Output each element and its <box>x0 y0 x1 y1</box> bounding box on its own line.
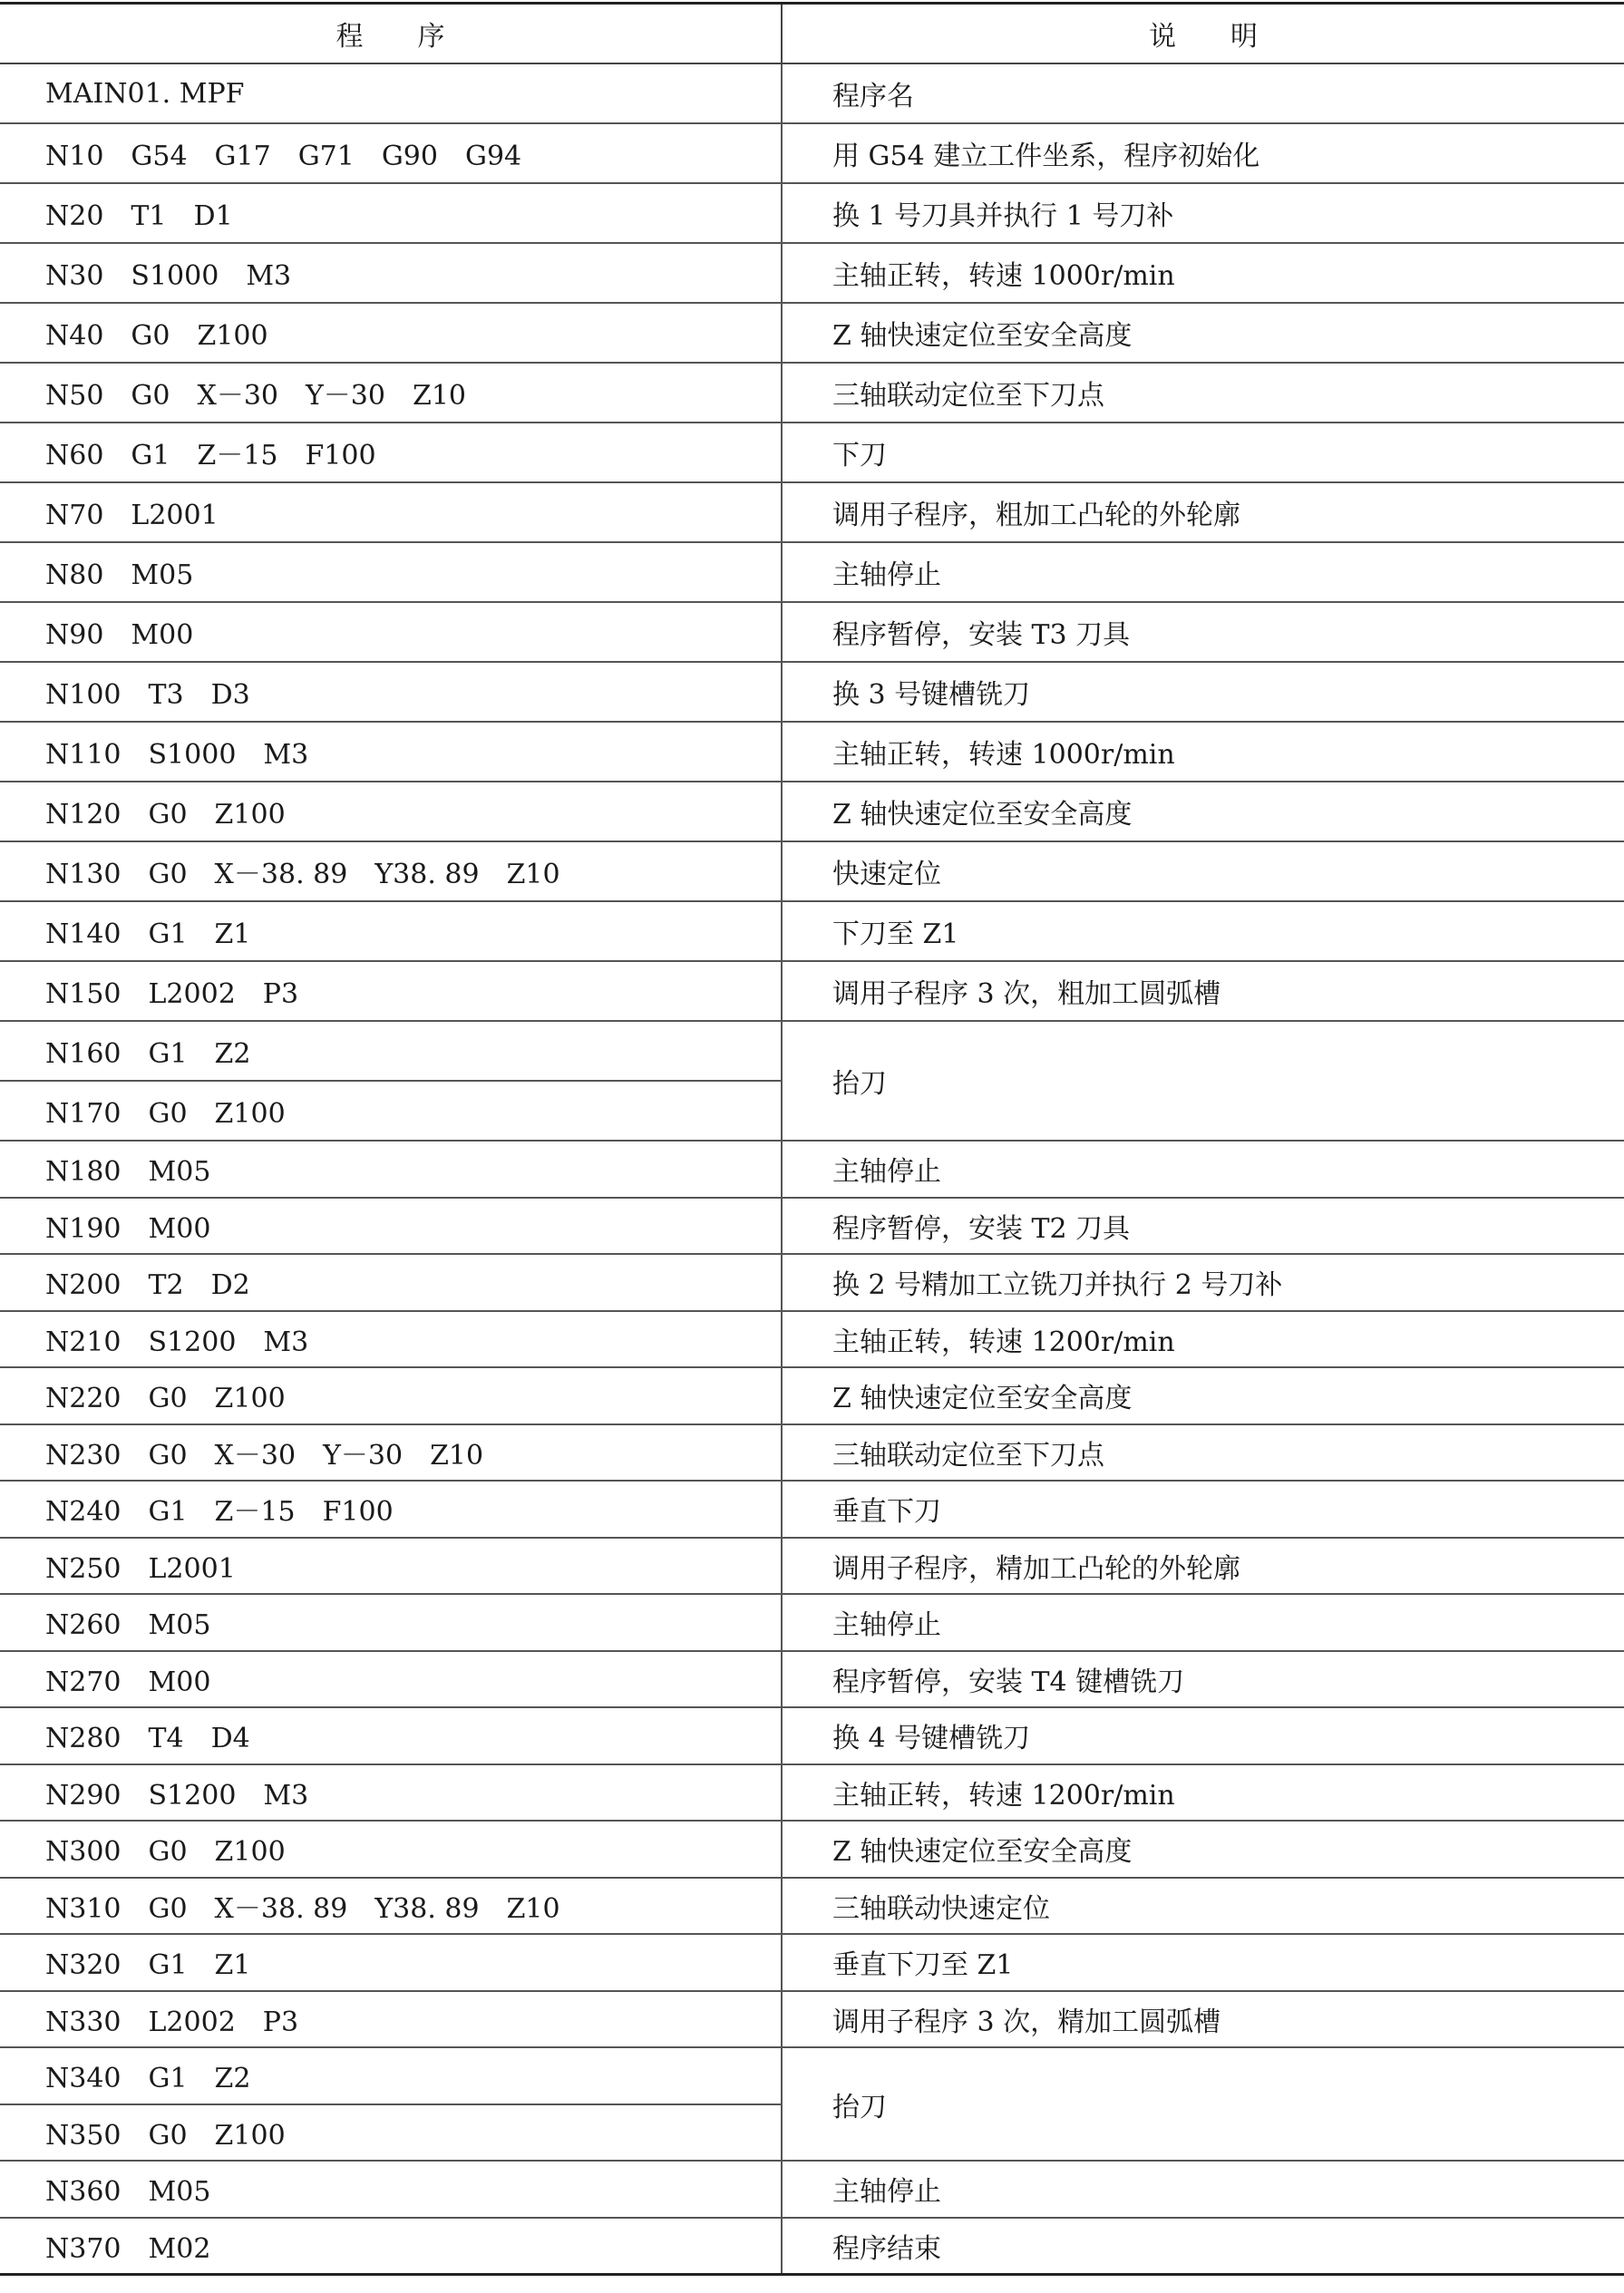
description-cell: Z 轴快速定位至安全高度 <box>782 782 1624 841</box>
description-cell: 主轴停止 <box>782 1594 1624 1651</box>
header-program: 程 序 <box>0 4 782 64</box>
description-cell: 程序结束 <box>782 2218 1624 2275</box>
description-cell: 换 1 号刀具并执行 1 号刀补 <box>782 183 1624 243</box>
table-row <box>0 1821 1624 1878</box>
program-code-cell: N40 G0 Z100 <box>0 303 782 363</box>
program-code-cell: N250 L2001 <box>0 1538 782 1595</box>
table-row <box>0 1311 1624 1368</box>
table-row <box>0 961 1624 1021</box>
table-row <box>0 1707 1624 1764</box>
table-row <box>0 841 1624 901</box>
description-cell: Z 轴快速定位至安全高度 <box>782 303 1624 363</box>
table-row <box>0 1878 1624 1935</box>
table-row <box>0 183 1624 243</box>
description-cell: Z 轴快速定位至安全高度 <box>782 1821 1624 1878</box>
table-row <box>0 1424 1624 1482</box>
table-body <box>0 63 1624 2275</box>
description-cell: 换 4 号键槽铣刀 <box>782 1707 1624 1764</box>
description-cell: 三轴联动快速定位 <box>782 1878 1624 1935</box>
program-table <box>0 2 1624 2276</box>
table-row <box>0 782 1624 841</box>
description-cell: 主轴停止 <box>782 1141 1624 1198</box>
description-cell: 程序名 <box>782 63 1624 123</box>
program-code-cell: N290 S1200 M3 <box>0 1764 782 1822</box>
program-code-cell: N210 S1200 M3 <box>0 1311 782 1368</box>
program-code-cell: N160 G1 Z2 <box>0 1021 782 1081</box>
header-description: 说 明 <box>782 4 1624 64</box>
program-code-cell: N100 T3 D3 <box>0 662 782 722</box>
description-cell: 垂直下刀至 Z1 <box>782 1934 1624 1991</box>
description-cell: 主轴停止 <box>782 2161 1624 2218</box>
description-cell: 主轴正转，转速 1200r/min <box>782 1764 1624 1822</box>
program-code-cell: N260 M05 <box>0 1594 782 1651</box>
table-row <box>0 1198 1624 1255</box>
program-code-cell: N20 T1 D1 <box>0 183 782 243</box>
table-row <box>0 1254 1624 1311</box>
description-cell: 主轴正转，转速 1000r/min <box>782 722 1624 782</box>
description-cell: 程序暂停，安装 T4 键槽铣刀 <box>782 1651 1624 1708</box>
program-code-cell: N200 T2 D2 <box>0 1254 782 1311</box>
description-cell: 调用子程序，粗加工凸轮的外轮廓 <box>782 482 1624 542</box>
description-cell: 用 G54 建立工件坐系，程序初始化 <box>782 123 1624 183</box>
program-code-cell: N130 G0 X－38. 89 Y38. 89 Z10 <box>0 841 782 901</box>
table-row <box>0 2047 1624 2104</box>
program-code-cell: N330 L2002 P3 <box>0 1991 782 2048</box>
description-cell: 快速定位 <box>782 841 1624 901</box>
table-row <box>0 243 1624 303</box>
program-code-cell: N300 G0 Z100 <box>0 1821 782 1878</box>
program-code-cell: N190 M00 <box>0 1198 782 1255</box>
program-code-cell: N70 L2001 <box>0 482 782 542</box>
program-code-cell: N230 G0 X－30 Y－30 Z10 <box>0 1424 782 1482</box>
table-row <box>0 1934 1624 1991</box>
program-code-cell: N240 G1 Z－15 F100 <box>0 1481 782 1538</box>
table-row <box>0 602 1624 662</box>
table-row <box>0 303 1624 363</box>
table-row <box>0 542 1624 602</box>
table-row <box>0 1021 1624 1081</box>
program-code-cell: N10 G54 G17 G71 G90 G94 <box>0 123 782 183</box>
table-row <box>0 123 1624 183</box>
program-code-cell: N50 G0 X－30 Y－30 Z10 <box>0 363 782 423</box>
table-row <box>0 2218 1624 2275</box>
program-code-cell: N220 G0 Z100 <box>0 1367 782 1424</box>
table-row <box>0 1594 1624 1651</box>
program-code-cell: N150 L2002 P3 <box>0 961 782 1021</box>
description-cell: 调用子程序 3 次，粗加工圆弧槽 <box>782 961 1624 1021</box>
description-cell: 调用子程序 3 次，精加工圆弧槽 <box>782 1991 1624 2048</box>
description-cell: 抬刀 <box>782 2047 1624 2161</box>
program-code-cell: N280 T4 D4 <box>0 1707 782 1764</box>
description-cell: 调用子程序，精加工凸轮的外轮廓 <box>782 1538 1624 1595</box>
program-code-cell: N320 G1 Z1 <box>0 1934 782 1991</box>
table-row <box>0 423 1624 482</box>
program-code-cell: N310 G0 X－38. 89 Y38. 89 Z10 <box>0 1878 782 1935</box>
program-code-cell: N370 M02 <box>0 2218 782 2275</box>
program-code-cell: N110 S1000 M3 <box>0 722 782 782</box>
table-row <box>0 482 1624 542</box>
description-cell: Z 轴快速定位至安全高度 <box>782 1367 1624 1424</box>
table-row <box>0 363 1624 423</box>
program-code-cell: N80 M05 <box>0 542 782 602</box>
description-cell: 三轴联动定位至下刀点 <box>782 363 1624 423</box>
program-code-cell: N180 M05 <box>0 1141 782 1198</box>
program-code-cell: N270 M00 <box>0 1651 782 1708</box>
program-code-cell: N120 G0 Z100 <box>0 782 782 841</box>
table-row <box>0 901 1624 961</box>
program-code-cell: N60 G1 Z－15 F100 <box>0 423 782 482</box>
description-cell: 换 2 号精加工立铣刀并执行 2 号刀补 <box>782 1254 1624 1311</box>
table-header-row <box>0 4 1624 64</box>
description-cell: 下刀至 Z1 <box>782 901 1624 961</box>
program-code-cell: N350 G0 Z100 <box>0 2104 782 2162</box>
table-row <box>0 1991 1624 2048</box>
description-cell: 程序暂停，安装 T3 刀具 <box>782 602 1624 662</box>
program-code-cell: N170 G0 Z100 <box>0 1081 782 1141</box>
program-code-cell: N340 G1 Z2 <box>0 2047 782 2104</box>
table-row <box>0 1538 1624 1595</box>
table-row <box>0 722 1624 782</box>
program-code-cell: N90 M00 <box>0 602 782 662</box>
description-cell: 主轴停止 <box>782 542 1624 602</box>
table-row <box>0 1367 1624 1424</box>
description-cell: 程序暂停，安装 T2 刀具 <box>782 1198 1624 1255</box>
table-row <box>0 63 1624 123</box>
table-row <box>0 662 1624 722</box>
description-cell: 下刀 <box>782 423 1624 482</box>
description-cell: 换 3 号键槽铣刀 <box>782 662 1624 722</box>
description-cell: 抬刀 <box>782 1021 1624 1141</box>
description-cell: 三轴联动定位至下刀点 <box>782 1424 1624 1482</box>
program-code-cell: N30 S1000 M3 <box>0 243 782 303</box>
table-row <box>0 1764 1624 1822</box>
table-row <box>0 1651 1624 1708</box>
description-cell: 主轴正转，转速 1200r/min <box>782 1311 1624 1368</box>
program-code-cell: N360 M05 <box>0 2161 782 2218</box>
program-code-cell: MAIN01. MPF <box>0 63 782 123</box>
program-code-cell: N140 G1 Z1 <box>0 901 782 961</box>
description-cell: 主轴正转，转速 1000r/min <box>782 243 1624 303</box>
table-row <box>0 2161 1624 2218</box>
table-row <box>0 1481 1624 1538</box>
description-cell: 垂直下刀 <box>782 1481 1624 1538</box>
table-row <box>0 1141 1624 1198</box>
